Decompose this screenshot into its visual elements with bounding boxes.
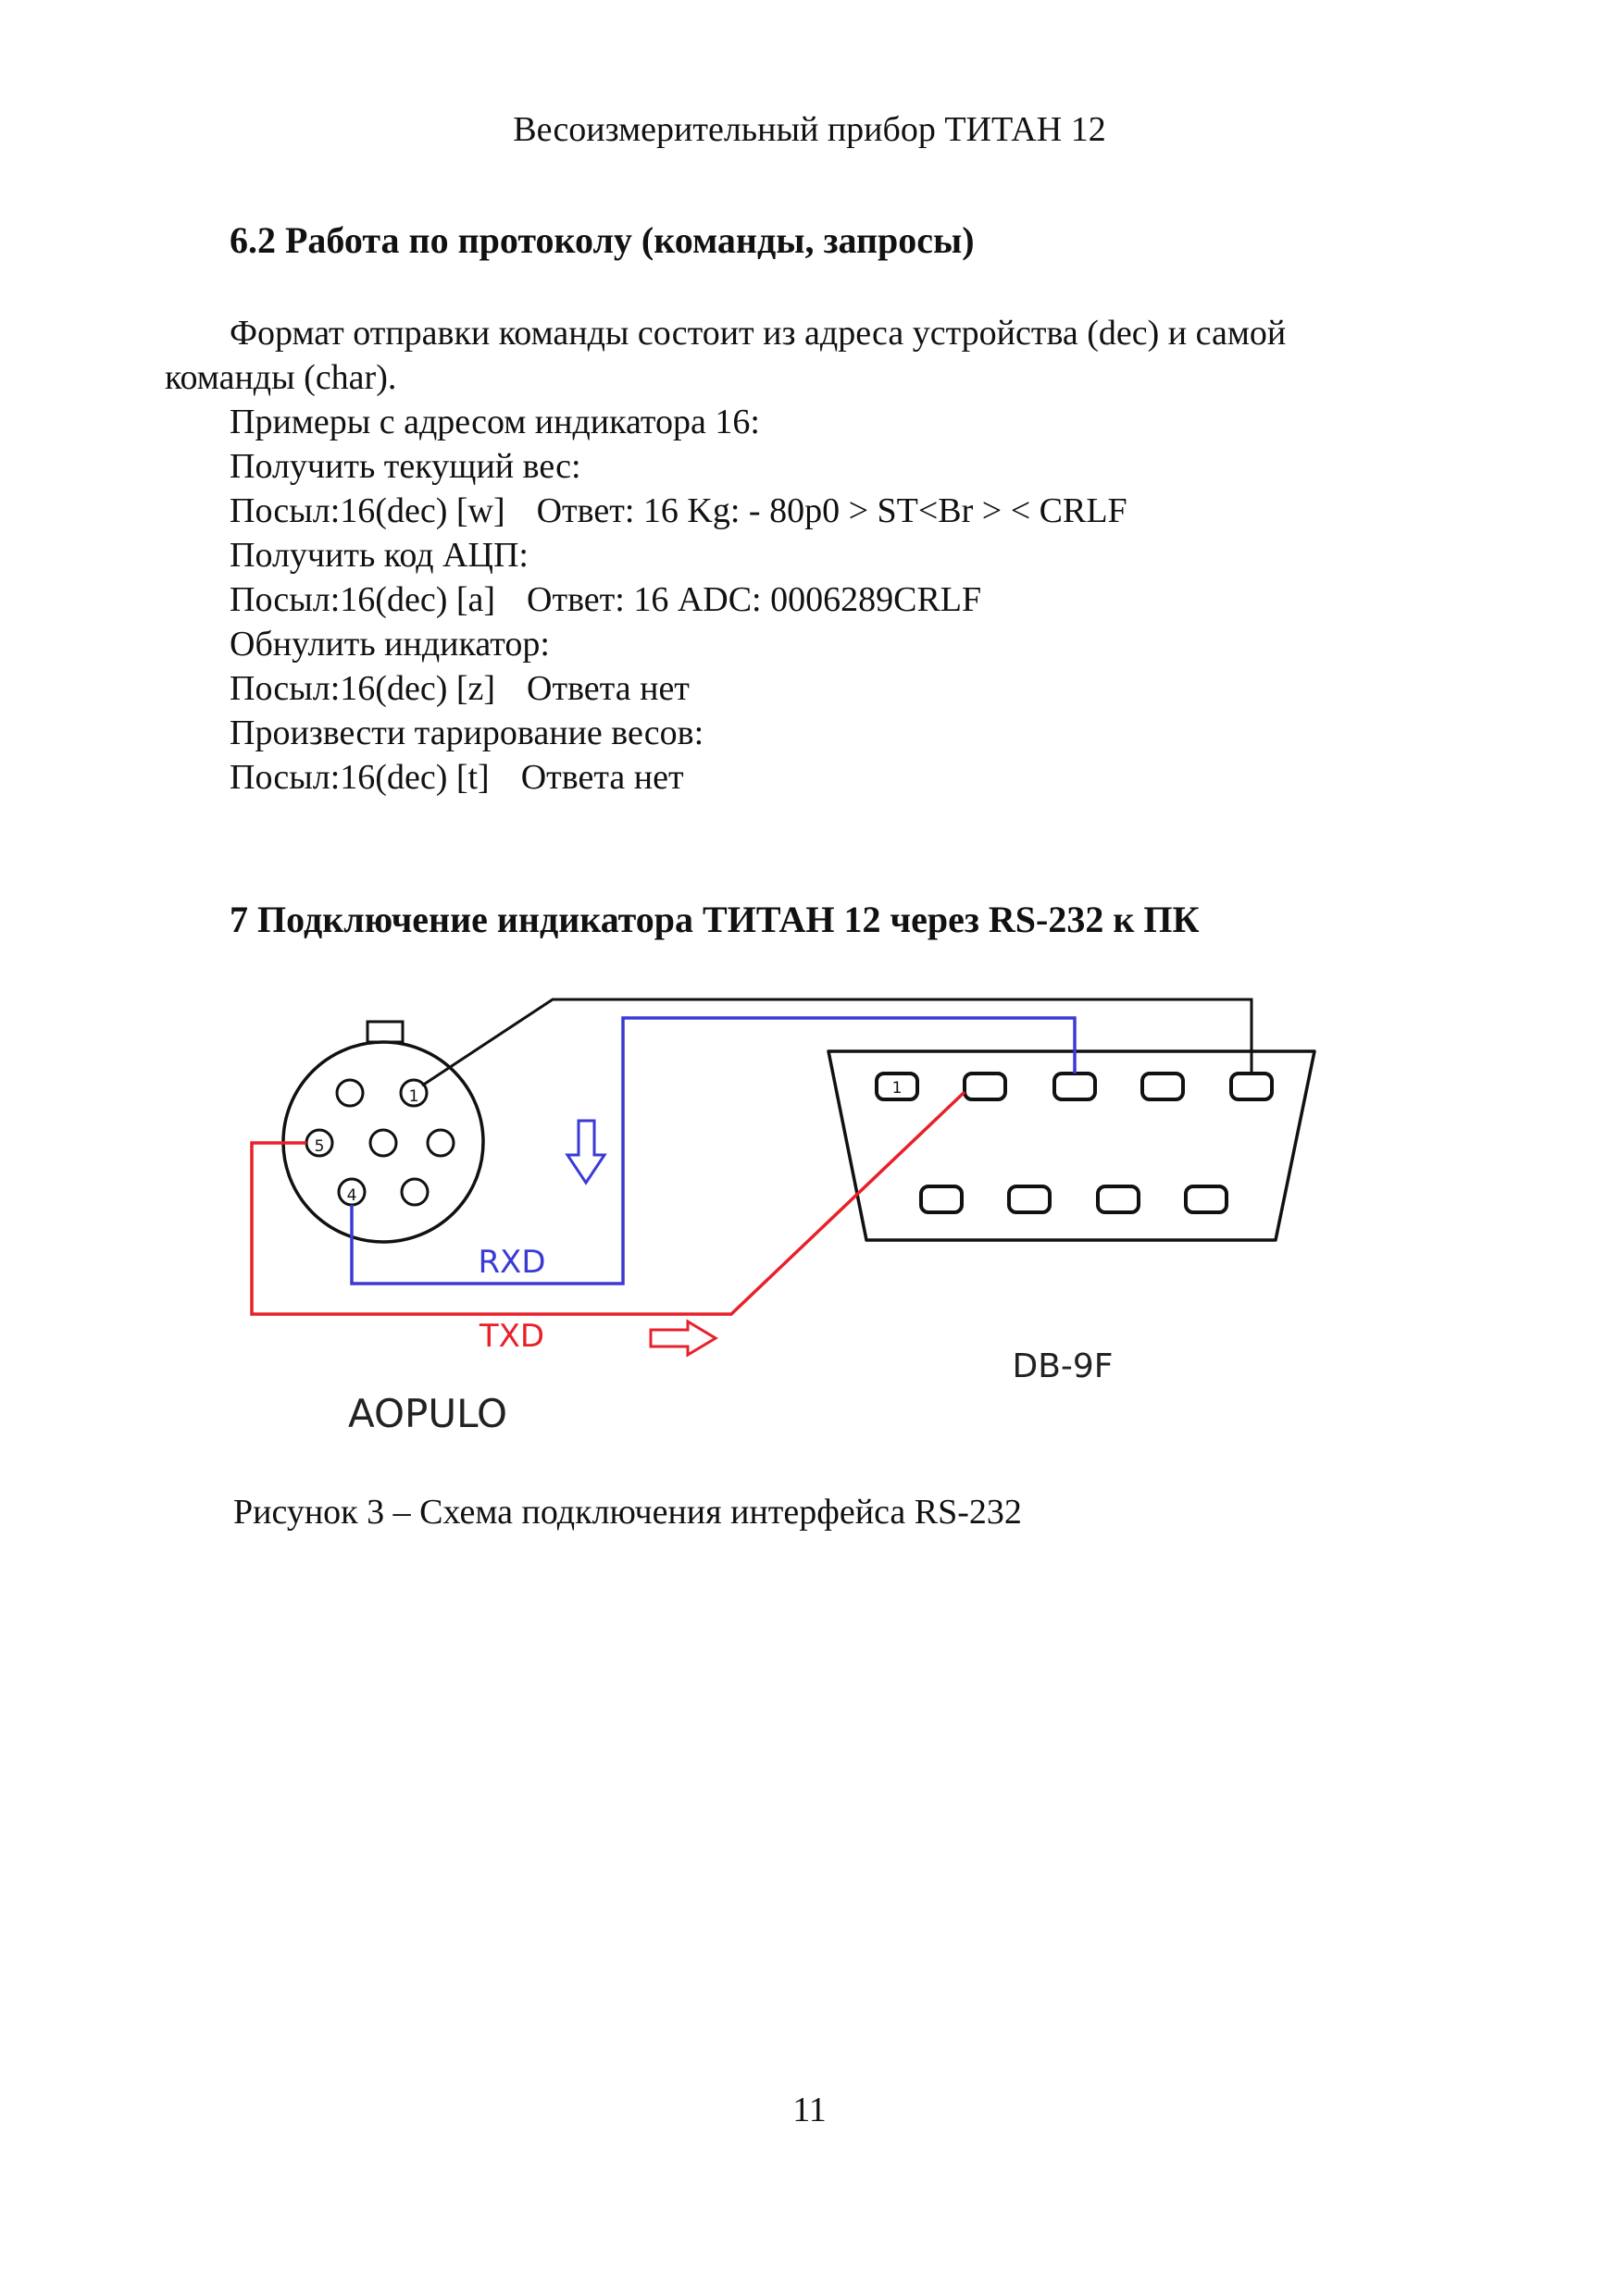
db9f-label: DB-9F: [1012, 1347, 1114, 1385]
page-header: Весоизмерительный прибор ТИТАН 12: [513, 110, 1106, 149]
db9f-connector: [828, 1051, 1314, 1240]
command-desc-adc: Получить код АЦП:: [230, 536, 529, 575]
connector-pin: [428, 1130, 454, 1156]
db9-pin-4: [1142, 1074, 1183, 1099]
command-send: Посыл:16(dec) [a]: [230, 580, 496, 619]
arrow-right-icon: [651, 1322, 716, 1355]
db9-pin-7: [1009, 1186, 1050, 1212]
command-send: Посыл:16(dec) [w]: [230, 491, 505, 530]
txd-label: TXD: [479, 1318, 545, 1355]
command-desc-zero: Обнулить индикатор:: [230, 625, 550, 664]
connector-pin: [370, 1130, 396, 1156]
db9-pin-6: [921, 1186, 962, 1212]
command-reply: Ответа нет: [527, 669, 690, 708]
command-send: Посыл:16(dec) [t]: [230, 758, 490, 797]
pin-label: 1: [891, 1079, 903, 1098]
command-reply: Ответ: 16 Kg: - 80p0 > ST<Br > < CRLF: [536, 491, 1127, 530]
command-reply: Ответ: 16 ADC: 0006289CRLF: [527, 580, 982, 619]
pin-label: 1: [408, 1087, 419, 1106]
connector-pin: [337, 1080, 363, 1106]
db9-pin-5: [1231, 1074, 1272, 1099]
arrow-down-icon: [567, 1121, 604, 1183]
pin-label: 4: [346, 1186, 357, 1205]
db9-pin-2: [965, 1074, 1005, 1099]
db9-pin-8: [1098, 1186, 1139, 1212]
db9-pin-9: [1186, 1186, 1227, 1212]
section-heading-7: 7 Подключение индикатора ТИТАН 12 через RS-232 к ПК: [230, 899, 1200, 940]
section-heading-6-2: 6.2 Работа по протоколу (команды, запросы): [230, 219, 975, 261]
examples-intro: Примеры с адресом индикатора 16:: [230, 403, 760, 441]
aopulo-connector: [283, 1022, 483, 1242]
command-reply: Ответа нет: [520, 758, 684, 797]
rxd-label: RXD: [478, 1244, 546, 1281]
intro-line-2: команды (char).: [165, 358, 397, 397]
aopulo-label: AOPULO: [347, 1391, 508, 1436]
db9-pin-3: [1054, 1074, 1095, 1099]
page-number: 11: [792, 2091, 827, 2129]
command-desc-weight: Получить текущий вес:: [230, 447, 581, 486]
connector-pin: [402, 1179, 428, 1205]
pin-label: 5: [314, 1137, 325, 1156]
intro-line-1: Формат отправки команды состоит из адреса устройства (dec) и самой: [230, 314, 1287, 353]
connector-key: [367, 1022, 403, 1042]
command-desc-tare: Произвести тарирование весов:: [230, 714, 704, 752]
figure-caption: Рисунок 3 – Схема подключения интерфейса RS-232: [233, 1493, 1022, 1532]
command-send: Посыл:16(dec) [z]: [230, 669, 496, 708]
